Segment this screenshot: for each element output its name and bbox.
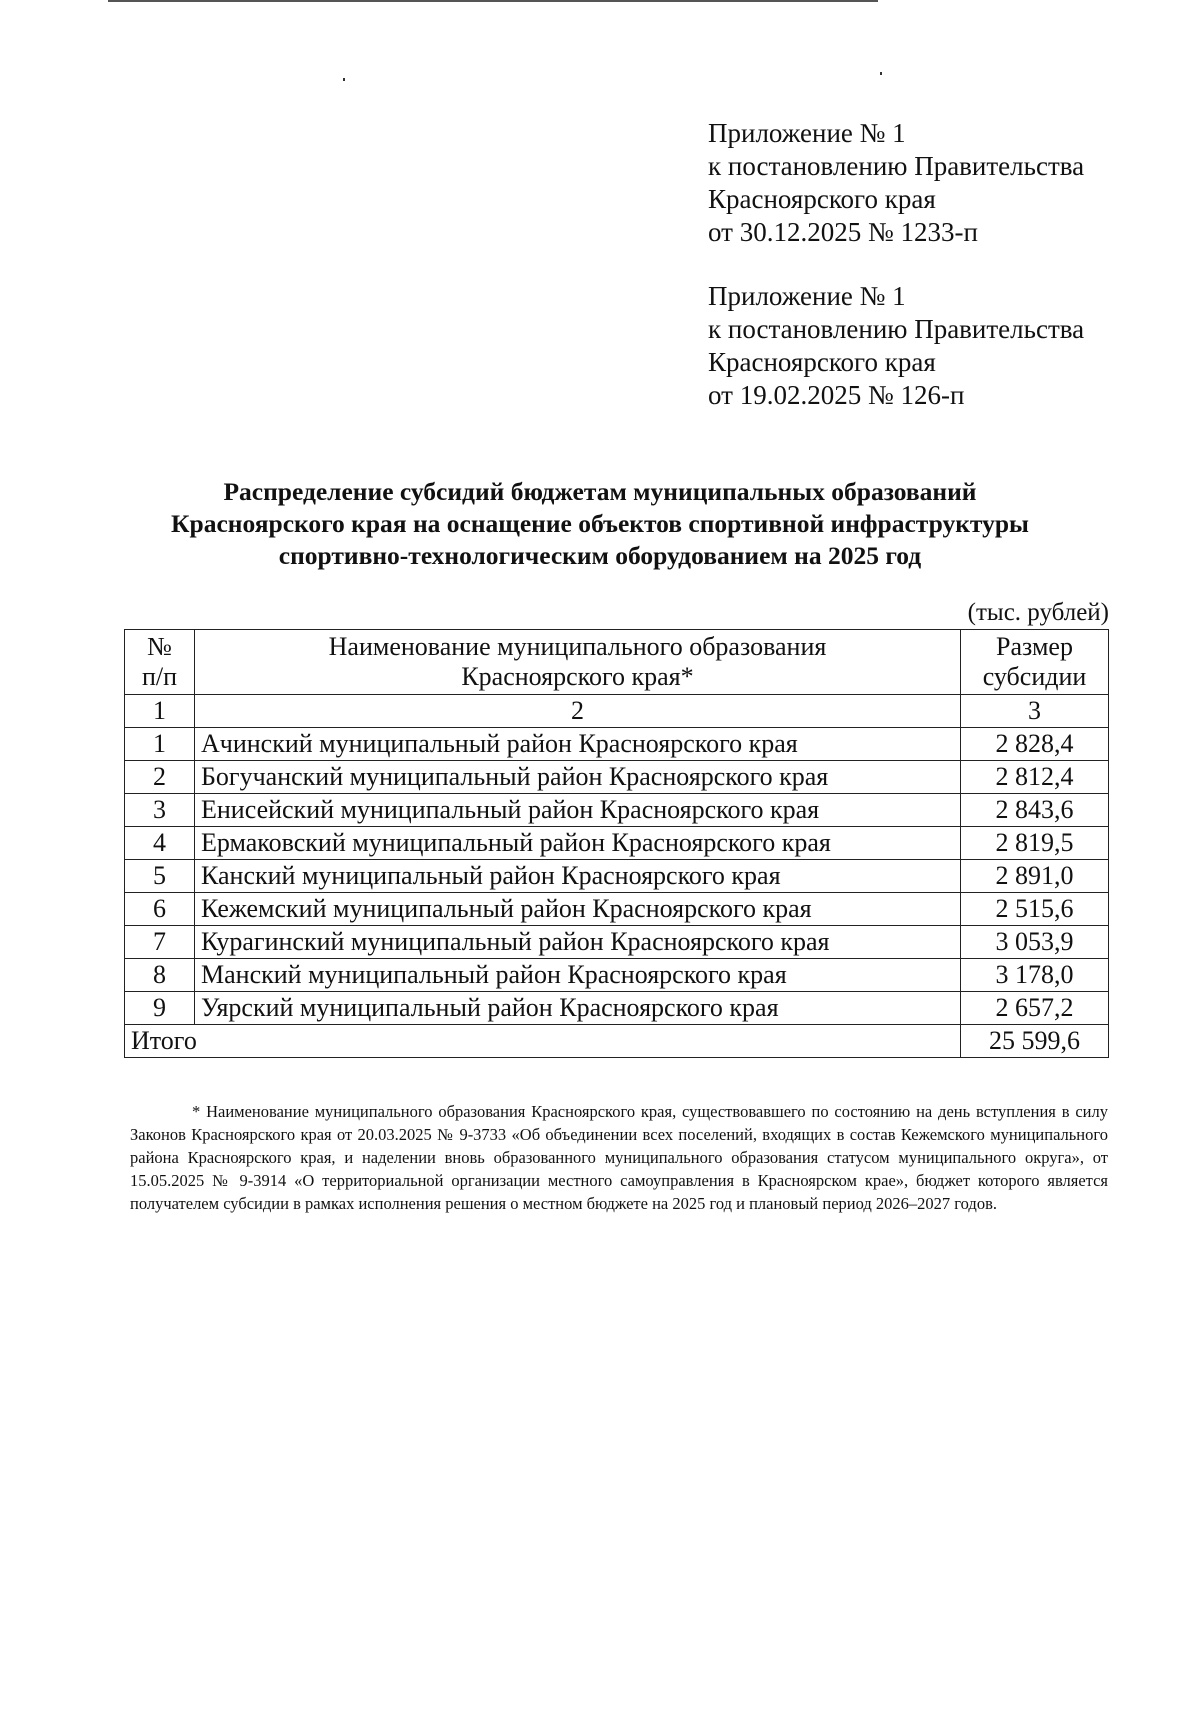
total-label: Итого [125,1025,961,1058]
title-line: спортивно-технологическим оборудованием на 2025 год [278,541,922,570]
appendix-note-original [708,280,1168,412]
column-index: 3 [961,695,1109,728]
appendix-number: Приложение № 1 [708,281,906,311]
row-number: 1 [125,728,195,761]
appendix-note-current [708,117,1168,249]
table-header-row [125,630,1109,695]
title-line: Красноярского края на оснащение объектов спортивной инфраструктуры [171,509,1029,538]
column-index: 2 [195,695,961,728]
appendix-reference: к постановлению Правительства [708,151,1085,181]
row-number: 7 [125,926,195,959]
table-total-row [125,1025,1109,1058]
subsidy-table [124,629,1109,1058]
title-line: Распределение субсидий бюджетам муниципальных образований [223,477,977,506]
municipality-name: Ачинский муниципальный район Красноярского края [195,728,961,761]
header-municipality: Наименование муниципального образования Красноярского края* [195,630,961,695]
row-number: 4 [125,827,195,860]
table-row [125,860,1109,893]
header-subsidy-amount: Размер субсидии [961,630,1109,695]
municipality-name: Курагинский муниципальный район Красноярского края [195,926,961,959]
column-index-row [125,695,1109,728]
subsidy-amount: 2 515,6 [961,893,1109,926]
subsidy-amount: 3 178,0 [961,959,1109,992]
appendix-reference: к постановлению Правительства [708,314,1085,344]
scan-speck [880,72,882,75]
row-number: 5 [125,860,195,893]
total-value: 25 599,6 [961,1025,1109,1058]
table-row [125,761,1109,794]
subsidy-amount: 2 843,6 [961,794,1109,827]
municipality-name: Енисейский муниципальный район Красноярского края [195,794,961,827]
row-number: 2 [125,761,195,794]
row-number: 6 [125,893,195,926]
scan-speck [343,78,345,81]
municipality-name: Уярский муниципальный район Красноярского края [195,992,961,1025]
appendix-date: от 30.12.2025 № 1233-п [708,217,978,247]
table-row [125,893,1109,926]
column-index: 1 [125,695,195,728]
table-row [125,728,1109,761]
header-number: № п/п [125,630,195,695]
footnote: * Наименование муниципального образования Красноярского края, существовавшего по состоянию на день вступления в силу Законов Красноярского края от 20.03.2025 № 9-3733 «Об объединении всех поселений, входящих в состав Кежемского муниципального района Красноярского края, и наделении вновь образованного муниципального образования статусом муниципального округа», от 15.05.2025 № 9-3914 «О территориальной организации местного самоуправления в Красноярском крае», бюджет которого является получателем субсидии в рамках исполнения решения о местном бюджете на 2025 год и плановый период 2026–2027 годов. [130,1102,1108,1213]
appendix-region: Красноярского края [708,184,936,214]
municipality-name: Ермаковский муниципальный район Красноярского края [195,827,961,860]
municipality-name: Манский муниципальный район Красноярского края [195,959,961,992]
subsidy-amount: 2 891,0 [961,860,1109,893]
table-row [125,992,1109,1025]
subsidy-amount: 2 819,5 [961,827,1109,860]
table-row [125,959,1109,992]
scan-top-edge [108,0,878,2]
subsidy-amount: 2 657,2 [961,992,1109,1025]
municipality-name: Канский муниципальный район Красноярского края [195,860,961,893]
municipality-name: Кежемский муниципальный район Красноярского края [195,893,961,926]
table-row [125,926,1109,959]
subsidy-amount: 3 053,9 [961,926,1109,959]
subsidy-amount: 2 812,4 [961,761,1109,794]
subsidy-amount: 2 828,4 [961,728,1109,761]
municipality-name: Богучанский муниципальный район Красноярского края [195,761,961,794]
units-label: (тыс. рублей) [967,599,1109,626]
document-title [100,476,1100,572]
appendix-region: Красноярского края [708,347,936,377]
appendix-number: Приложение № 1 [708,118,906,148]
table-row [125,794,1109,827]
row-number: 3 [125,794,195,827]
appendix-date: от 19.02.2025 № 126-п [708,380,965,410]
row-number: 9 [125,992,195,1025]
row-number: 8 [125,959,195,992]
table-row [125,827,1109,860]
